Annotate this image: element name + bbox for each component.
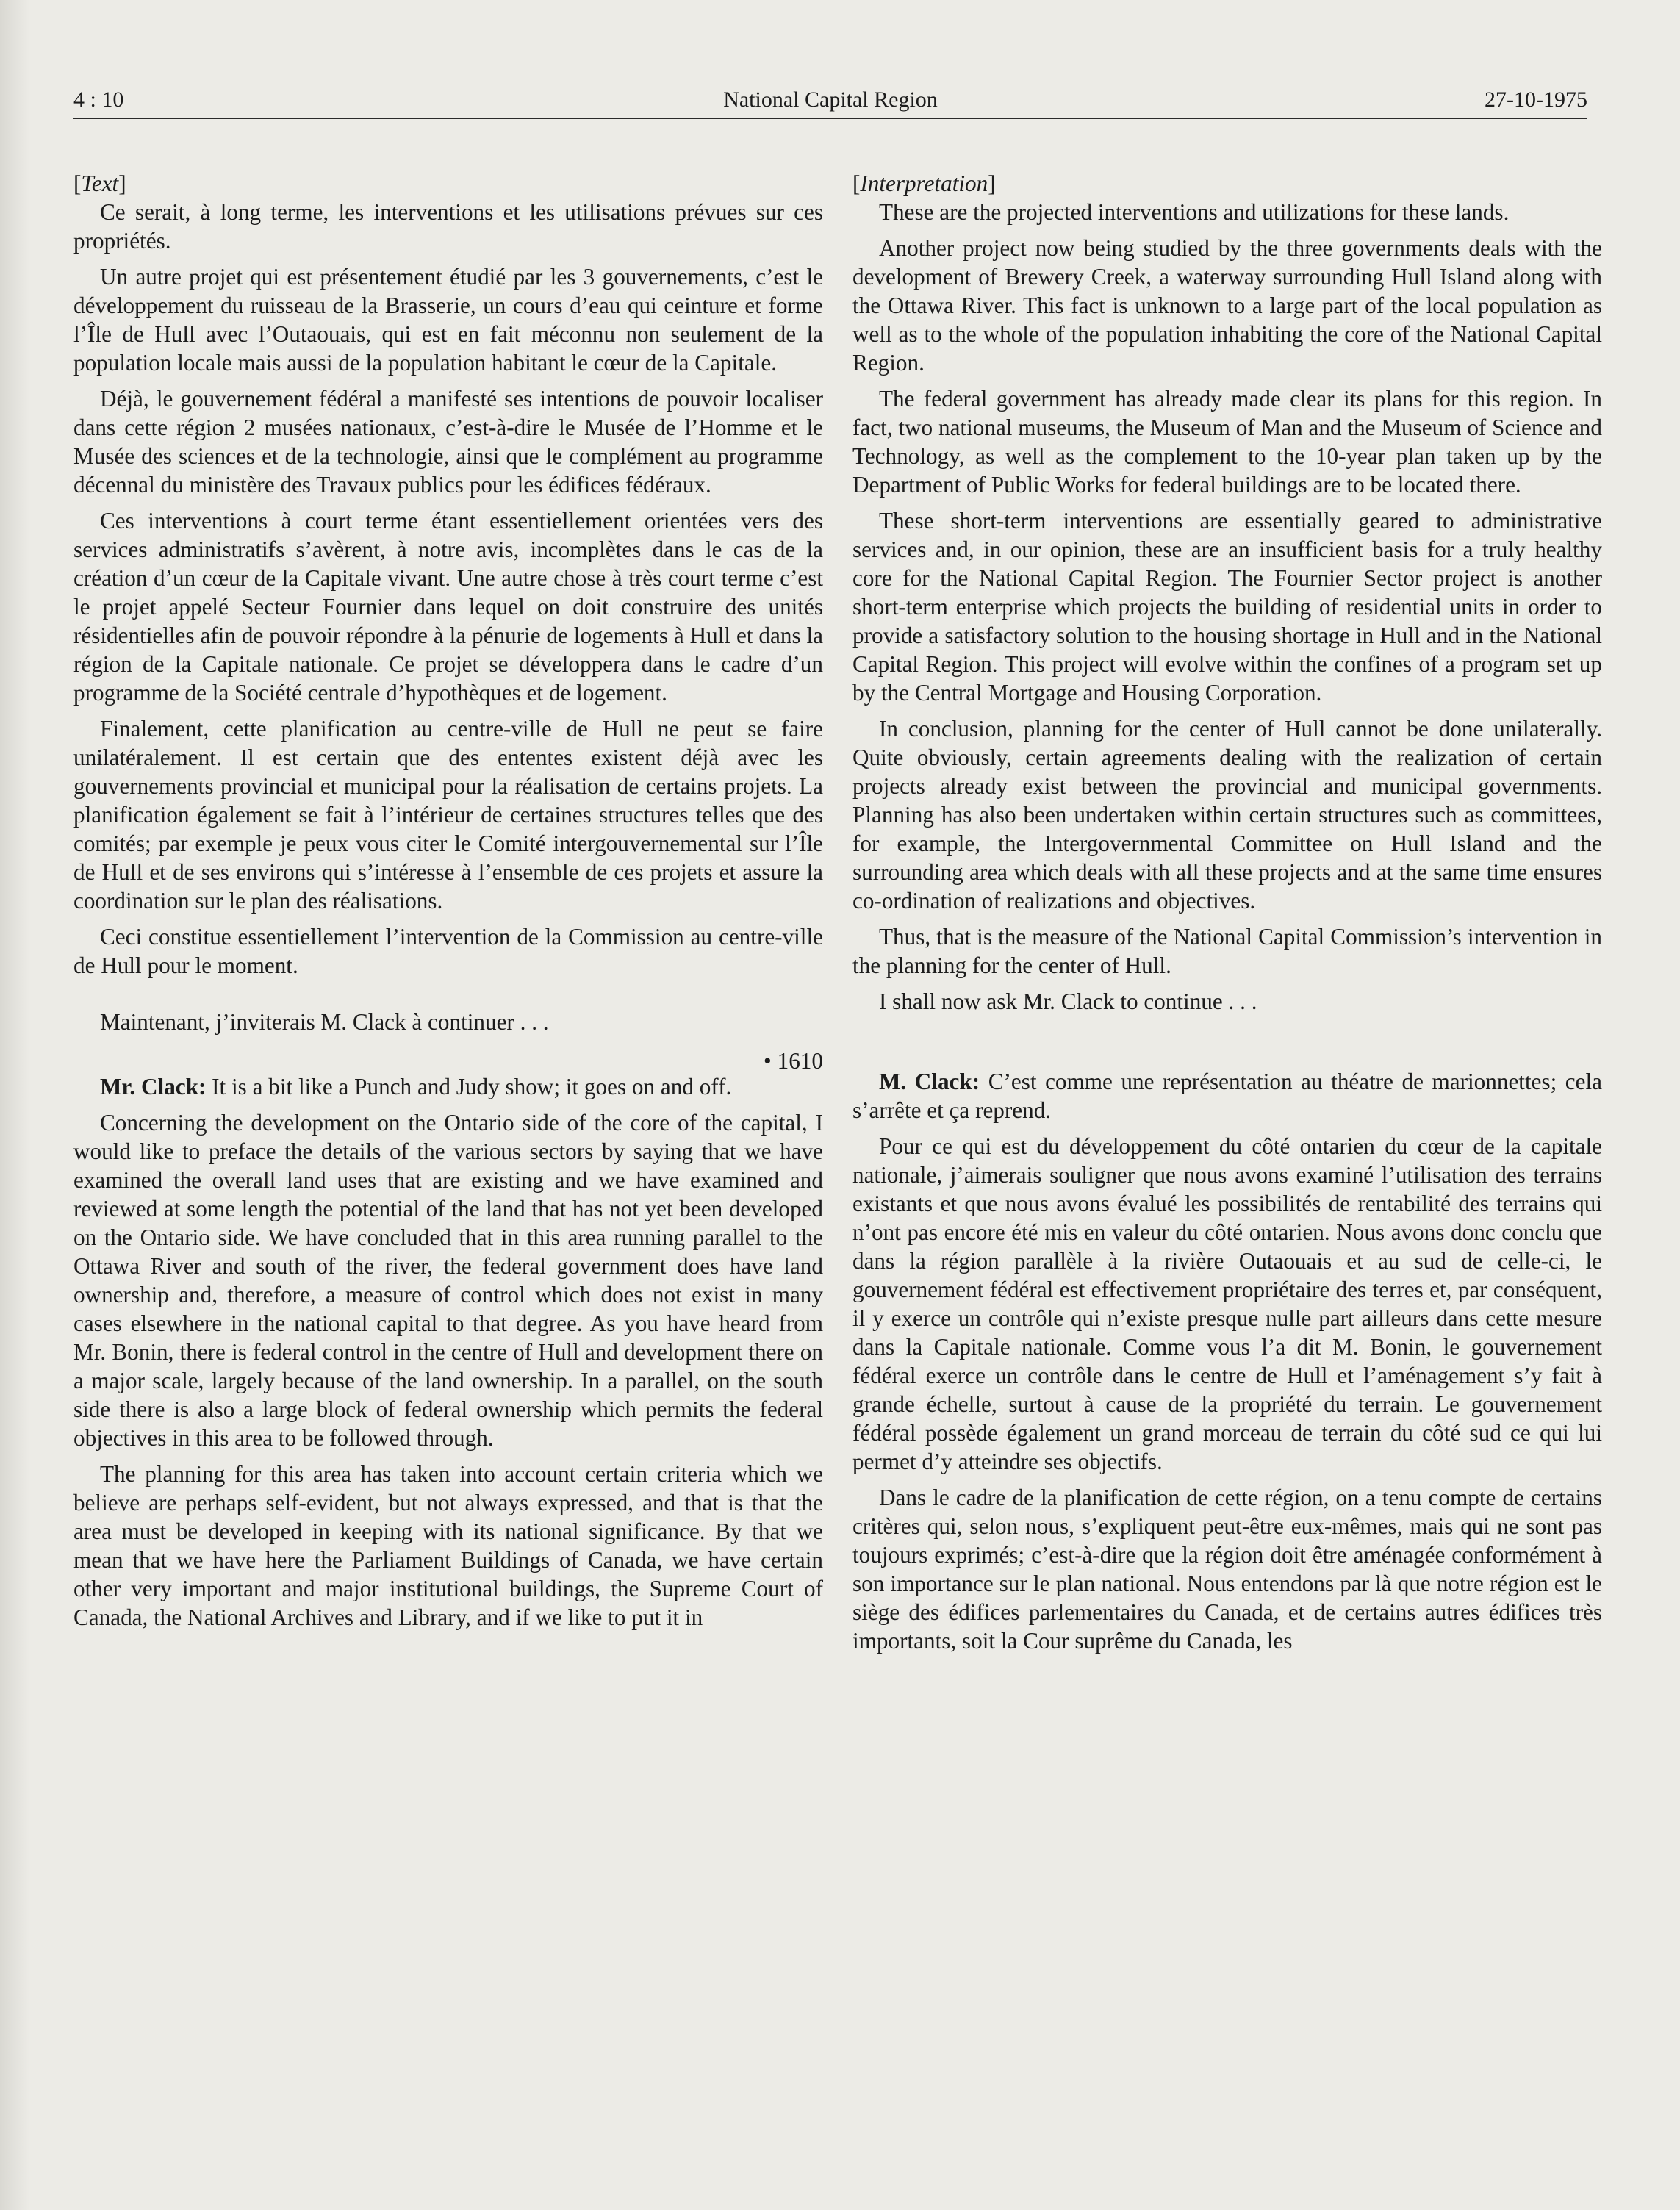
paragraph: Déjà, le gouvernement fédéral a manifesté ses intentions de pouvoir localiser dans cette région 2 musées nationaux, c’est-à-dire le Musée de l’Homme et le Musée des sciences et de la technologie, ainsi que le complément au programme décennal du ministère des Travaux publics pour les édifices fédéraux. bbox=[73, 386, 823, 498]
paragraph: Ce serait, à long terme, les interventions et les utilisations prévues sur ces propriétés. bbox=[73, 199, 823, 254]
paragraph: Un autre projet qui est présentement étudié par les 3 gouvernements, c’est le développement du ruisseau de la Brasserie, un cours d’eau qui ceinture et forme l’Île de Hull avec l’Outaouais, qui est en fait méconnu non seulement de la population locale mais aussi de la population habitant le cœur de la Capitale. bbox=[73, 264, 823, 376]
paragraph: Pour ce qui est du développement du côté ontarien du cœur de la capitale nationale, j’aimerais souligner que nous avons examiné l’utilisation des terrains existants et que nous avons évalué les possibilités de rentabilité des terrains qui n’ont pas encore été mis en valeur du côté ontarien. Nous avons donc conclu que dans la région parallèle à la rivière Outaouais et au sud de celle-ci, le gouvernement fédéral est effectivement propriétaire des terres et, par conséquent, il y exerce un contrôle qui n’existe presque nulle part ailleurs dans cette mesure dans la Capitale nationale. Comme vous l’a dit M. Bonin, le gouvernement fédéral exerce un contrôle dans le centre de Hull et l’aménagement s’y fait à grande échelle, surtout à cause de la propriété du terrain. Le gouvernement fédéral possède également un grand morceau de terrain du côté sud ce qui lui permet d’y atteindre ses objectifs. bbox=[852, 1133, 1602, 1474]
speaker-paragraph bbox=[73, 1072, 823, 1101]
running-title: National Capital Region bbox=[723, 87, 938, 112]
paragraph: The federal government has already made clear its plans for this region. In fact, two national museums, the Museum of Man and the Museum of Science and Technology, as well as the complement to the 10-year plan taken up by the Department of Public Works for federal buildings are to be located there. bbox=[852, 386, 1602, 498]
section-tag: [Interpretation] bbox=[852, 171, 996, 196]
paragraph: The planning for this area has taken into account certain criteria which we believe are perhaps self-evident, but not always expressed, and that is that the area must be developed in keeping with its national significance. By that we mean that we have here the Parliament Buildings of Canada, we have certain other very important and major institutional buildings, the Supreme Court of Canada, the National Archives and Library, and if we like to put it in bbox=[73, 1461, 823, 1630]
page-edge-shadow bbox=[0, 0, 29, 2210]
paragraph: These are the projected interventions and utilizations for these lands. bbox=[879, 199, 1510, 225]
section-tag: [Text] bbox=[73, 171, 126, 196]
right-column bbox=[852, 169, 1602, 1662]
paragraph: Concerning the development on the Ontario side of the core of the capital, I would like to preface the details of the various sectors by saying that we have examined the overall land uses that are existing and we have examined and reviewed at some length the potential of the land that has not yet been developed on the Ontario side. We have concluded that in this area running parallel to the Ottawa River and south of the river, the federal government does have land ownership and, therefore, a measure of control which does not exist in many cases elsewhere in the national capital to that degree. As you have heard from Mr. Bonin, there is federal control in the centre of Hull and development there on a major scale, largely because of the land ownership. In a parallel, on the south side there is also a large block of federal ownership which permits the federal objectives in this area to be followed through. bbox=[73, 1110, 823, 1451]
paragraph: Ceci constitue essentiellement l’intervention de la Commission au centre-ville de Hull pour le moment. bbox=[73, 924, 823, 978]
header-rule bbox=[73, 118, 1587, 119]
speaker-text: It is a bit like a Punch and Judy show; it goes on and off. bbox=[212, 1074, 732, 1099]
paragraph: Dans le cadre de la planification de cette région, on a tenu compte de certains critères qui, selon nous, s’expliquent peut-être eux-mêmes, mais qui ne sont pas toujours exprimés; c’est-à-dire que la région doit être aménagée conformément à son importance sur le plan national. Nous entendons par là que notre région est le siège des édifices parlementaires du Canada, et de certains autres édifices très importants, soit la Cour suprême du Canada, les bbox=[852, 1485, 1602, 1654]
paragraph: In conclusion, planning for the center of Hull cannot be done unilaterally. Quite obviously, certain agreements dealing with the realization of certain projects already exist between the provincial and municipal governments. Planning has also been undertaken within certain structures such as committees, for example, the Intergovernmental Committee on Hull Island and the surrounding area which deals with all these projects and at the same time ensures co-ordination of realizations and objectives. bbox=[852, 716, 1602, 914]
paragraph: Another project now being studied by the three governments deals with the development of Brewery Creek, a waterway surrounding Hull Island along with the Ottawa River. This fact is unknown to a large part of the local population as well as to the whole of the population inhabiting the core of the National Capital Region. bbox=[852, 235, 1602, 376]
paragraph: Maintenant, j’inviterais M. Clack à continuer . . . bbox=[100, 1009, 549, 1035]
page-number: 4 : 10 bbox=[73, 87, 124, 112]
speaker-name: M. Clack: bbox=[879, 1069, 980, 1094]
speaker-name: Mr. Clack: bbox=[100, 1074, 207, 1099]
speaker-text: C’est comme une représentation au théatre de marionnettes; cela s’arrête et ça reprend. bbox=[852, 1069, 1602, 1123]
section-tag-text: Interpretation bbox=[860, 171, 988, 196]
header-date: 27-10-1975 bbox=[1485, 87, 1587, 112]
speaker-paragraph bbox=[852, 1067, 1602, 1124]
paragraph: Ces interventions à court terme étant essentiellement orientées vers des services administratifs s’avèrent, à notre avis, incomplètes dans le cas de la création d’un cœur de la Capitale vivant. Une autre chose à très court terme c’est le projet appelé Secteur Fournier dans lequel on doit construire des unités résidentielles afin de pouvoir répondre à la pénurie de logements à Hull et dans la région de la Capitale nationale. Ce projet se développera dans le cadre d’un programme de la Société centrale d’hypothèques et de logement. bbox=[73, 508, 823, 706]
paragraph: Finalement, cette planification au centre-ville de Hull ne peut se faire unilatéralement. Il est certain que des ententes existent déjà avec les gouvernements provincial et municipal pour la réalisation de certains projets. La planification également se fait à l’intérieur de certaines structures telles que des comités; par exemple je peux vous citer le Comité intergouvernemental sur l’Île de Hull et de ses environs qui s’intéresse à l’ensemble de ces projets et assure la coordination sur le plan des réalisations. bbox=[73, 716, 823, 914]
paragraph: I shall now ask Mr. Clack to continue . . . bbox=[879, 989, 1257, 1014]
paragraph: Thus, that is the measure of the National Capital Commission’s intervention in the planning for the center of Hull. bbox=[852, 924, 1602, 978]
time-marker: • 1610 bbox=[763, 1048, 823, 1074]
left-column bbox=[73, 169, 823, 1639]
page-header bbox=[73, 82, 1587, 118]
paragraph: These short-term interventions are essentially geared to administrative services and, in our opinion, these are an insufficient basis for a truly healthy core for the National Capital Region. The Fournier Sector project is another short-term enterprise which projects the building of residential units in order to provide a satisfactory solution to the housing shortage in Hull and in the National Capital Region. This project will evolve within the confines of a program set up by the Central Mortgage and Housing Corporation. bbox=[852, 508, 1602, 706]
section-tag-text: Text bbox=[81, 171, 119, 196]
